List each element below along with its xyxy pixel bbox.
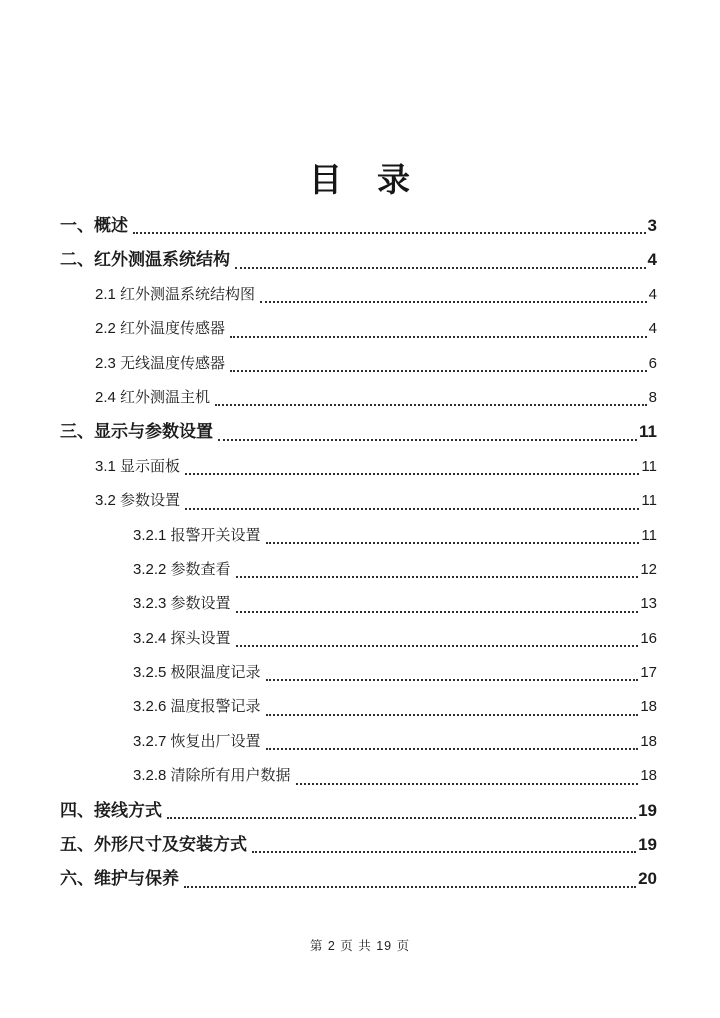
toc-entry-page-number: 11 [641, 492, 657, 510]
toc-entry[interactable] [60, 381, 657, 415]
toc-entry-page-number: 4 [648, 285, 657, 303]
toc-entry-label: 二、红外测温系统结构 [60, 250, 230, 270]
toc-entry[interactable] [60, 828, 657, 862]
toc-entry[interactable] [60, 862, 657, 896]
toc-entry-label: 六、维护与保养 [60, 869, 179, 889]
dot-leader [291, 759, 641, 793]
toc-entry-label: 2.4 红外测温主机 [95, 388, 211, 406]
toc-entry[interactable] [60, 450, 657, 484]
dot-leader [261, 690, 641, 724]
toc-entry[interactable] [60, 725, 657, 759]
toc-entry-label: 3.2.3 参数设置 [133, 595, 231, 613]
toc-entry-page-number: 8 [648, 388, 657, 406]
dot-leader [231, 622, 641, 656]
toc-entry-label: 一、概述 [60, 216, 128, 235]
dot-leader [255, 278, 649, 312]
toc-entry-label: 2.2 红外温度传感器 [95, 320, 226, 338]
toc-entry[interactable] [60, 656, 657, 690]
toc-entry-label: 3.2 参数设置 [95, 492, 181, 510]
dot-leader [261, 656, 641, 690]
dot-leader [247, 828, 638, 862]
dot-leader [162, 794, 638, 828]
dot-leader [180, 450, 641, 484]
toc-entry-page-number: 19 [638, 800, 657, 820]
toc-entry-page-number: 4 [648, 320, 657, 338]
dot-leader [225, 312, 649, 346]
table-of-contents [60, 209, 657, 897]
dot-leader [261, 519, 642, 553]
toc-entry-label: 2.1 红外测温系统结构图 [95, 285, 256, 303]
toc-entry-page-number: 11 [639, 422, 657, 442]
dot-leader [231, 553, 641, 587]
toc-entry[interactable] [60, 278, 657, 312]
dot-leader [213, 415, 639, 449]
toc-entry-page-number: 17 [640, 664, 657, 682]
toc-entry[interactable] [60, 690, 657, 724]
toc-entry[interactable] [60, 794, 657, 828]
dot-leader [225, 347, 649, 381]
dot-leader [179, 862, 638, 896]
toc-entry-page-number: 11 [641, 457, 657, 475]
dot-leader [180, 484, 641, 518]
dot-leader [210, 381, 649, 415]
toc-entry[interactable] [60, 587, 657, 621]
page-footer: 第 2 页 共 19 页 [309, 939, 411, 953]
toc-entry[interactable] [60, 553, 657, 587]
dot-leader [230, 243, 648, 277]
toc-entry[interactable] [60, 622, 657, 656]
toc-entry[interactable] [60, 209, 657, 243]
toc-entry-label: 3.2.1 报警开关设置 [133, 526, 261, 544]
toc-entry[interactable] [60, 347, 657, 381]
toc-entry-page-number: 3 [647, 216, 657, 235]
toc-entry-page-number: 11 [641, 526, 657, 544]
toc-title: 目 录 [309, 161, 411, 198]
toc-entry-label: 五、外形尺寸及安装方式 [60, 835, 247, 855]
toc-entry-page-number: 18 [640, 698, 657, 716]
toc-entry-label: 四、接线方式 [60, 800, 162, 820]
toc-entry-label: 3.2.6 温度报警记录 [133, 698, 261, 716]
toc-entry[interactable] [60, 759, 657, 793]
toc-entry[interactable] [60, 312, 657, 346]
dot-leader [261, 725, 641, 759]
toc-entry-label: 3.2.4 探头设置 [133, 629, 231, 647]
toc-entry[interactable] [60, 243, 657, 277]
toc-entry-label: 3.2.8 清除所有用户数据 [133, 767, 291, 785]
toc-entry-label: 3.2.5 极限温度记录 [133, 664, 261, 682]
dot-leader [128, 209, 648, 243]
toc-entry-page-number: 20 [638, 869, 657, 889]
toc-entry[interactable] [60, 415, 657, 449]
toc-entry-page-number: 12 [640, 560, 657, 578]
toc-entry[interactable] [60, 484, 657, 518]
toc-entry-page-number: 6 [648, 354, 657, 372]
toc-entry[interactable] [60, 519, 657, 553]
toc-entry-label: 3.1 显示面板 [95, 457, 181, 475]
toc-entry-page-number: 13 [640, 595, 657, 613]
toc-entry-label: 三、显示与参数设置 [60, 422, 213, 442]
toc-entry-label: 2.3 无线温度传感器 [95, 354, 226, 372]
toc-entry-page-number: 18 [640, 732, 657, 750]
toc-entry-page-number: 4 [647, 250, 657, 270]
toc-entry-page-number: 19 [638, 835, 657, 855]
toc-entry-page-number: 18 [640, 767, 657, 785]
dot-leader [231, 587, 641, 621]
toc-entry-label: 3.2.2 参数查看 [133, 560, 231, 578]
toc-entry-page-number: 16 [640, 629, 657, 647]
toc-entry-label: 3.2.7 恢复出厂设置 [133, 732, 261, 750]
